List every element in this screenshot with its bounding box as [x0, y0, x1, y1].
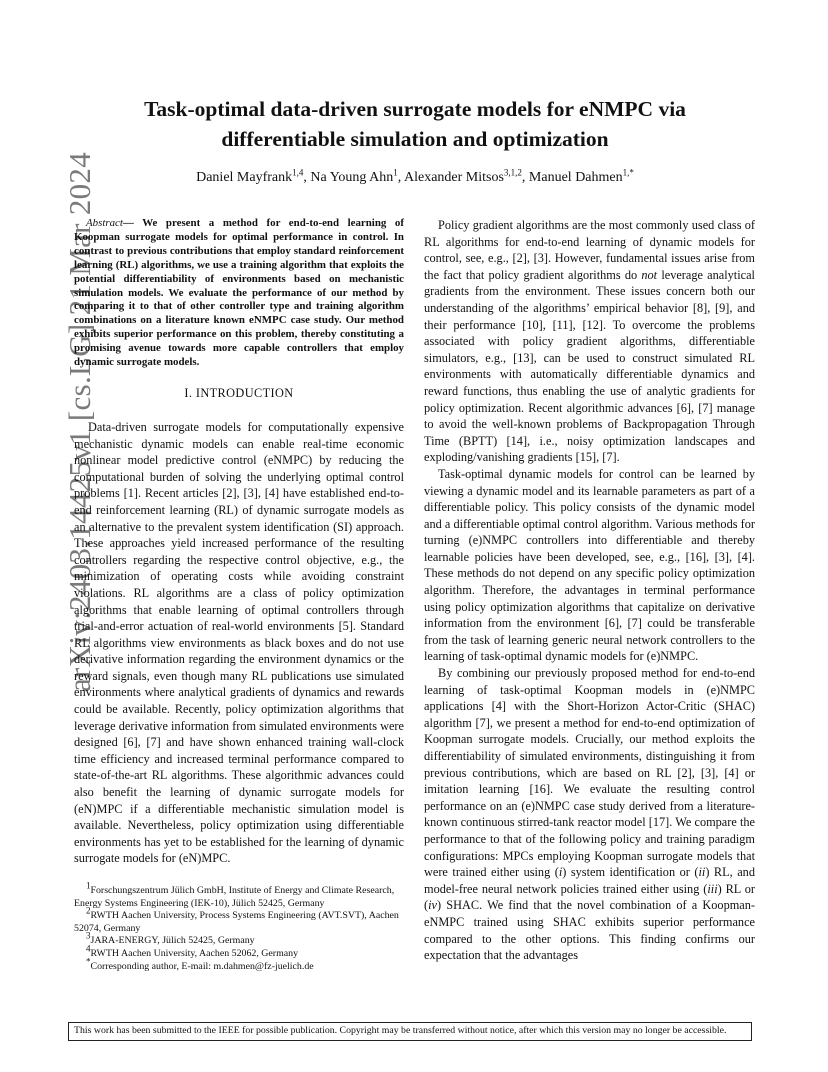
body-paragraph: By combining our previously proposed method for end-to-end learning of task-optimal Koopman models in (e)NMPC applications [4] with the Short-Horizon Actor-Critic (SHAC) algorithm [7], we present a method for end-to-end optimization of Koopman surrogate models. Crucially, our method exploits the differentiability of simulated environments, distinguishing it from previous contributions, which are based on RL [2], [3], [4] or imitation learning [16]. We evaluate the resulting control performance on an (e)NMPC case study derived from a literature-known continuous stirred-tank reactor model [17]. We compare the performance to that of the following policy and training paradigm configurations: MPCs employing Koopman surrogate models that were trained either using (i) system identification or (ii) RL, and model-free neural network policies trained either using (iii) RL or (iv) SHAC. We find that the novel combination of a Koopman-eNMPC trained using SHAC exhibits superior performance compared to the other options. This finding confirms our expectation that the advantages	[424, 666, 755, 963]
footnote: $^4$RWTH Aachen University, Aachen 52062, Germany	[86, 943, 299, 959]
body-paragraph: Data-driven surrogate models for computationally expensive mechanistic dynamic models can enable real-time economic nonlinear model predictive control (eNMPC) by reducing the computational burden of solving the underlying optimal control problems [1]. Recent articles [2], [3], [4] have established end-to-end reinforcement learning (RL) of dynamic surrogate models as an alternative to the prevalent system identification (SI) approach. These approaches yield increased performance of the resulting controllers regarding the respective control objective, e.g., the minimization of operating costs while avoiding constraint violations. RL algorithms are a class of policy optimization algorithms that enable learning of optimal controllers through trial-and-error actuation of real-world environments [5]. Standard RL algorithms view environments as black boxes and do not use derivative information regarding the environment dynamics or the reward signals, even though many RL publications use simulated environments where analytical gradients of dynamics and rewards could be available. Recently, policy optimization algorithms that leverage derivative information from simulated environments were designed [6], [7] and have shown enhanced training wall-clock time efficiency and increased terminal performance compared to state-of-the-art RL algorithms. These algorithmic advances could also benefit the learning of dynamic surrogate models for (eN)MPC if a differentiable mechanistic simulation model is available. Nevertheless, policy optimization using differentiable environments has yet to be established for the learning of dynamic surrogate models for (eN)MPC.	[74, 419, 404, 866]
left-column	[74, 217, 404, 973]
right-column	[424, 217, 755, 964]
footnotes	[74, 880, 404, 973]
author: Na Young Ahn$^1$,	[310, 167, 404, 185]
author: Alexander Mitsos$^{3,1,2}$,	[403, 167, 529, 185]
footnote: $^1$Forschungszentrum Jülich GmbH, Institute of Energy and Climate Research, Energy Systems Engineering (IEK-10), Jülich 52425, Germany	[74, 880, 395, 909]
arxiv-identifier: arXiv:2403.14425v1 [cs.LG] 21 Mar 2024	[62, 151, 97, 692]
section-heading: I. INTRODUCTION	[184, 385, 294, 400]
footnote: $^2$RWTH Aachen University, Process Systems Engineering (AVT.SVT), Aachen 52074, Germany	[74, 905, 399, 934]
author-list	[90, 168, 740, 188]
paper-title: Task-optimal data-driven surrogate models for eNMPC via differentiable simulation and optimization	[144, 97, 686, 151]
abstract: Abstract— We present a method for end-to-end learning of Koopman surrogate models for optimal performance in control. In contrast to previous contributions that employ standard reinforcement learning (RL) algorithms, we use a training algorithm that exploits the potential differentiability of environments based on mechanistic simulation models. We evaluate the performance of our method by comparing it to that of other controller type and training algorithm combinations on a literature known eNMPC case study. Our method exhibits superior performance on this problem, thereby constituting a promising avenue towards more capable controllers that employ dynamic surrogate models.	[74, 217, 404, 369]
copyright-notice: This work has been submitted to the IEEE for possible publication. Copyright may be transferred without notice, after which this version may no longer be accessible.	[68, 1022, 752, 1041]
footnote: $^3$JARA-ENERGY, Jülich 52425, Germany	[86, 931, 255, 947]
body-paragraph: Policy gradient algorithms are the most commonly used class of RL algorithms for end-to-end learning of dynamic models for control, see, e.g., [2], [3]. However, fundamental issues arise from the fact that policy gradient algorithms do not leverage analytical gradients from the environment. These issues concern both our understanding of the algorithms’ empirical behavior [8], [9], and their performance [10], [11], [12]. To overcome the problems associated with policy gradient algorithms, differentiable simulators, e.g., [13], can be used to construct simulated RL environments with automatically differentiable dynamics and reward functions, thus enabling the use of analytic gradients for policy optimization. Recent algorithmic advances [6], [7] manage to avoid the well-known problems of Backpropagation Through Time (BPTT) [14], i.e., noisy optimization landscapes and exploding/vanishing gradients [15], [7].	[424, 218, 755, 465]
body-paragraph: Task-optimal dynamic models for control can be learned by viewing a dynamic model and its learnable parameters as part of a differentiable policy. This policy consists of the dynamic model and a differentiable optimal control algorithm. Various methods for turning (e)NMPC controllers into differentiable and thereby learnable policies have been developed, see, e.g., [16], [3], [4]. These methods do not depend on any specific policy optimization algorithm. Therefore, the advantages in terminal performance using policy optimization algorithms that capitalize on derivative information from the environment [6], [7] could be transferable from the task of learning generic neural network controllers to the learning of task-optimal dynamic models for (e)NMPC.	[424, 466, 755, 664]
abstract-text: We present a method for end-to-end learning of Koopman surrogate models for optimal performance in control. In contrast to previous contributions that employ standard reinforcement learning (RL) algorithms, we use a training algorithm that exploits the potential differentiability of environments based on mechanistic simulation models. We evaluate the performance of our method by comparing it to that of other controller type and training algorithm combinations on a literature known eNMPC case study. Our method exhibits superior performance on this problem, thereby constituting a promising avenue towards more capable controllers that employ dynamic surrogate models.	[74, 217, 404, 369]
footnote: *Corresponding author, E-mail: m.dahmen@fz-juelich.de	[86, 956, 314, 972]
author: Manuel Dahmen$^{1,*}$	[528, 167, 634, 185]
author: Daniel Mayfrank$^{1,4}$,	[196, 167, 311, 185]
abstract-label: Abstract	[86, 217, 123, 229]
